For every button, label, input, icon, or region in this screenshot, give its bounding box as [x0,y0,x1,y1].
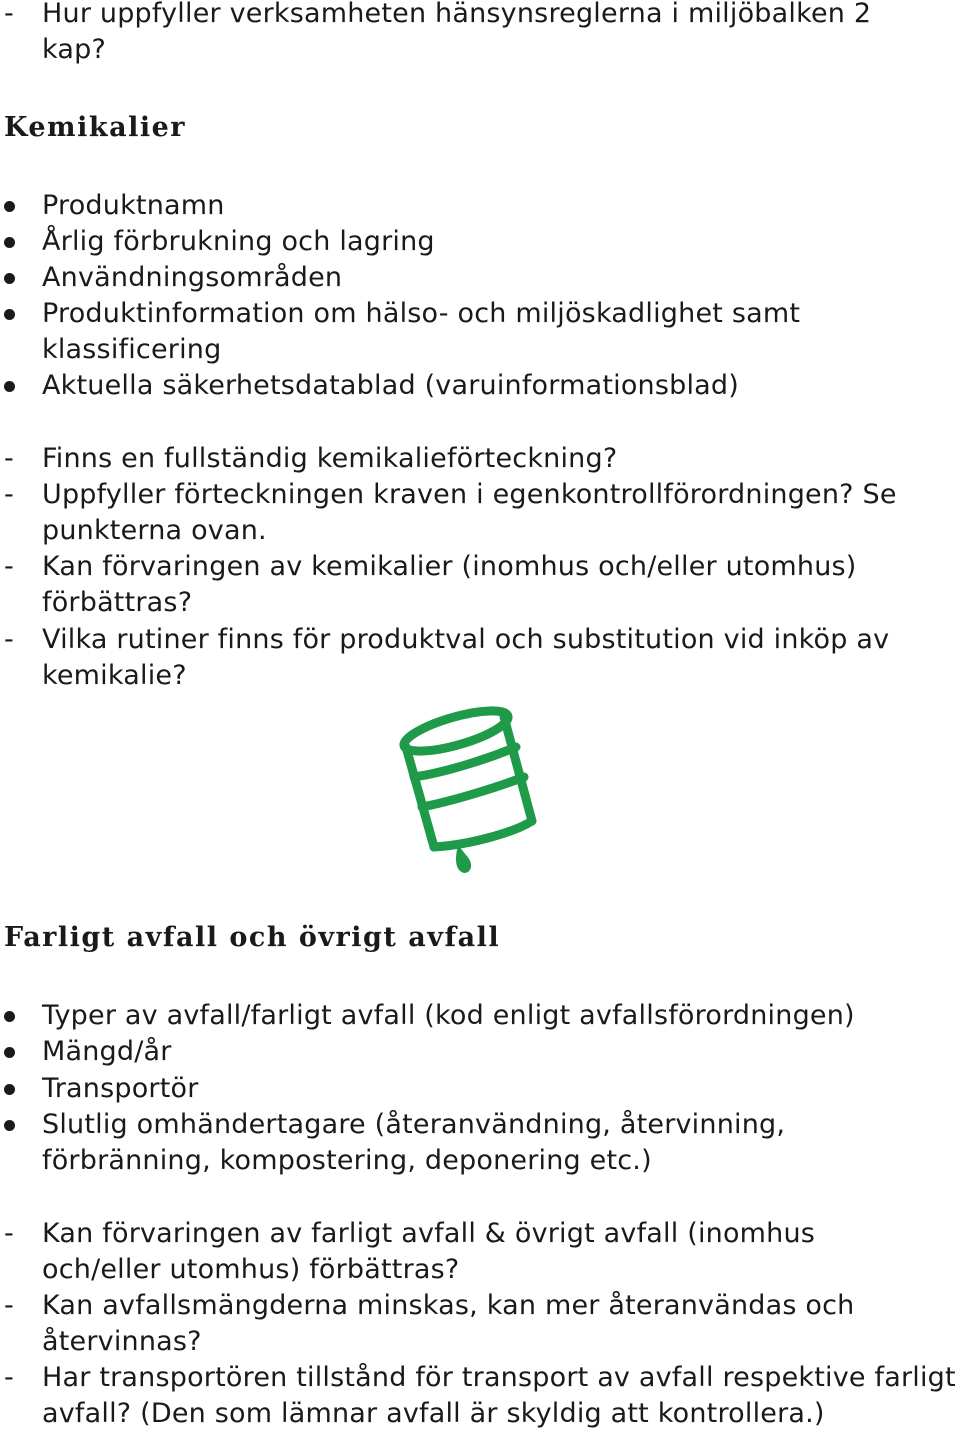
item-text-line: Produktnamn [42,190,225,221]
bullet-icon [4,1047,15,1058]
dash-marker: - [4,1218,14,1249]
item-text-line: klassificering [42,334,222,365]
item-text-line: Slutlig omhändertagare (återanvändning, återvinning, [42,1109,786,1140]
bullet-icon [4,1084,15,1095]
item-text-line: Typer av avfall/farligt avfall (kod enligt avfallsförordningen) [42,1000,855,1031]
item-text-line: Har transportören tillstånd för transport av avfall respektive farligt [42,1362,956,1393]
item-text-line: förbättras? [42,587,193,618]
item-text-line: förbränning, kompostering, deponering etc.) [42,1145,652,1176]
item-text-line: Transportör [42,1073,199,1104]
dash-marker: - [4,0,14,29]
item-text-line: Hur uppfyller verksamheten hänsynsreglerna i miljöbalken 2 [42,0,872,29]
item-text-line: Finns en fullständig kemikalieförteckning? [42,443,618,474]
item-text-line: Mängd/år [42,1036,172,1067]
dash-marker: - [4,443,14,474]
item-text-line: Kan avfallsmängderna minskas, kan mer återanvändas och [42,1290,855,1321]
item-text-line: och/eller utomhus) förbättras? [42,1254,460,1285]
item-text-line: Produktinformation om hälso- och miljöskadlighet samt [42,298,801,329]
item-text-line: Kan förvaringen av farligt avfall & övrigt avfall (inomhus [42,1218,816,1249]
item-text-line: Årlig förbrukning och lagring [42,226,435,257]
bullet-icon [4,273,15,284]
bullet-icon [4,381,15,392]
item-text-line: punkterna ovan. [42,515,267,546]
bullet-icon [4,201,15,212]
item-text-line: Vilka rutiner finns för produktval och substitution vid inköp av [42,624,890,655]
bullet-icon [4,237,15,248]
bullet-icon [4,1120,15,1131]
item-text-line: Användningsområden [42,262,343,293]
item-text-line: Aktuella säkerhetsdatablad (varuinformationsblad) [42,370,739,401]
item-text-line: kap? [42,34,106,65]
section-heading-avfall: Farligt avfall och övrigt avfall [4,922,501,953]
chemical-barrel-icon [398,705,548,885]
dash-marker: - [4,1362,14,1393]
section-heading-kemikalier: Kemikalier [4,112,186,143]
item-text-line: återvinnas? [42,1326,202,1357]
bullet-icon [4,1011,15,1022]
item-text-line: kemikalie? [42,660,187,691]
item-text-line: avfall? (Den som lämnar avfall är skyldig att kontrollera.) [42,1398,825,1429]
dash-marker: - [4,1290,14,1321]
bullet-icon [4,309,15,320]
dash-marker: - [4,624,14,655]
item-text-line: Uppfyller förteckningen kraven i egenkontrollförordningen? Se [42,479,897,510]
dash-marker: - [4,551,14,582]
item-text-line: Kan förvaringen av kemikalier (inomhus och/eller utomhus) [42,551,857,582]
dash-marker: - [4,479,14,510]
